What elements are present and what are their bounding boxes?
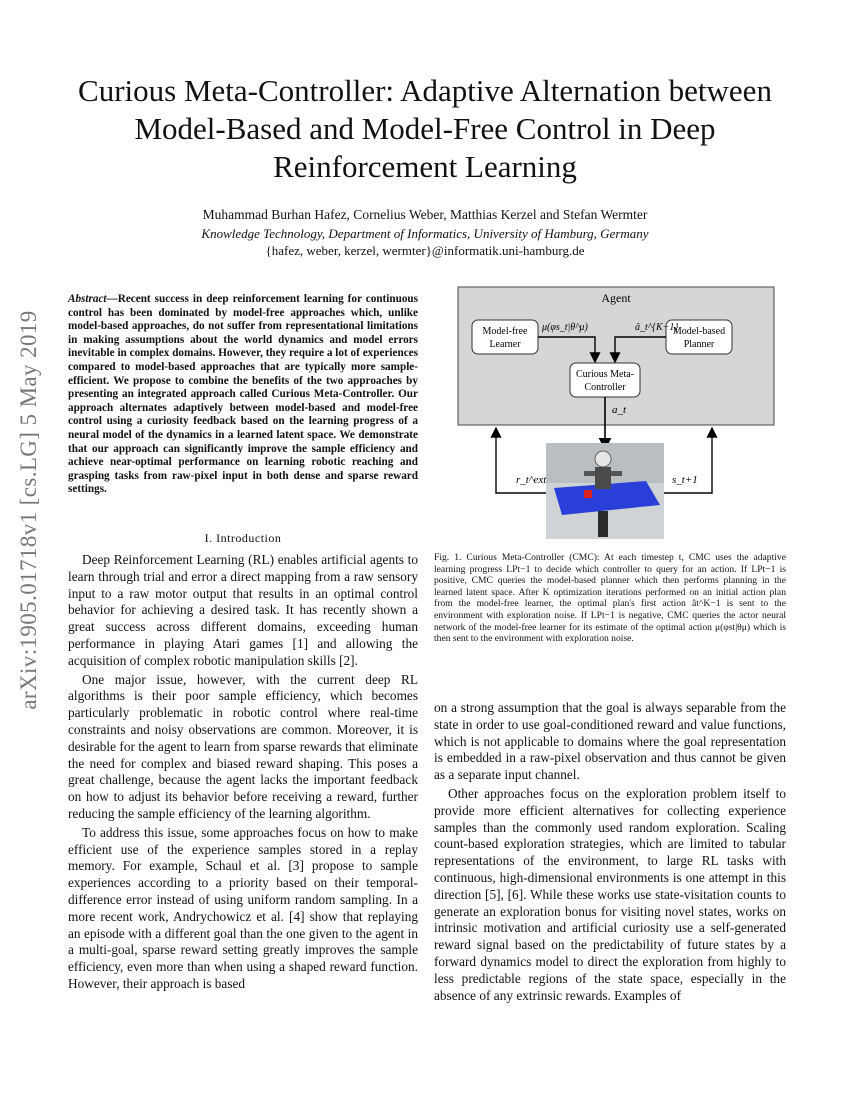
action-label: a_t <box>612 404 627 416</box>
target-object <box>584 490 592 498</box>
reward-label: r_t^ext <box>516 474 547 486</box>
left-column-body <box>68 552 418 995</box>
paragraph: To address this issue, some approaches focus on how to make efficient use of the experience samples stored in a replay memory. For example, Schaul et al. [3] propose to sample experiences according to a priority based on their temporal-difference error instead of using uniform random sampling. In a more recent work, Andrychowicz et al. [4] show that replaying an episode with a different goal than the one given to the agent in a multi-goal, sparse reward setting greatly improves the sample efficiency, even more than when using a shaped reward function. However, their approach is based <box>68 824 418 991</box>
abstract-label: Abstract <box>68 293 107 305</box>
model-free-label-2: Learner <box>489 339 521 350</box>
paragraph: Deep Reinforcement Learning (RL) enables artificial agents to learn through trial and error a direct mapping from a raw sensory input to a raw motor output that results in an optimal control behavior for achieving a desired task. It has recently shown a great success across different domains, exceeding human performance in playing Atari games [1] and allowing the acquisition of complex robotic manipulation skills [2]. <box>68 552 418 668</box>
abstract-text: —Recent success in deep reinforcement learning for continuous control has been dominated by model-free approaches which, unlike model-based approaches, do not suffer from representational limitations in making assumptions about the world dynamics and model errors inevitable in complex domains. However, they require a lot of experiences compared to model-based approaches that are typically more sample-efficient. We propose to combine the benefits of the two approaches by presenting an integrated approach called Curious Meta-Controller. Our approach alternates adaptively between model-based and model-free control using a curiosity feedback based on the learning progress of a neural model of the dynamics in a learned latent space. We demonstrate that our approach can significantly improve the sample efficiency and achieve near-optimal performance on learning robotic reaching and grasping tasks from raw-pixel input in both dense and sparse reward settings. <box>68 293 418 496</box>
section-heading: I. Introduction <box>204 531 282 545</box>
paragraph: Other approaches focus on the exploration problem itself to provide more efficient alternatives for collecting experience samples than the commonly used random exploration. Scaling count-based exploration strategies, which are limited to tabular representations of the environment, to large RL tasks with continuous, high-dimensional environments is one attempt in this direction [5], [6]. While these works use state-visitation counts to generate an exploration bonus for visiting novel states, works on intrinsic motivation and artificial curiosity use a self-generated reward signal based on the predictability of future states by a forward dynamics model to direct the exploration from highly to less predictable regions of the state space, especially in the absence of any extrinsic rewards. Examples of <box>434 785 786 1003</box>
arxiv-stamp <box>4 270 54 750</box>
figure-1-diagram <box>450 283 782 541</box>
model-based-label-2: Planner <box>683 339 715 350</box>
model-based-label-1: Model-based <box>672 326 726 337</box>
agent-label: Agent <box>601 291 631 305</box>
mu-label: μ(φs_t|θ^μ) <box>542 322 588 333</box>
arxiv-stamp-text: arXiv:1905.01718v1 [cs.LG] 5 May 2019 <box>16 310 41 710</box>
cmc-label-1: Curious Meta- <box>575 369 635 380</box>
affiliation: Knowledge Technology, Department of Informatics, University of Hamburg, Germany <box>201 226 649 241</box>
paragraph: One major issue, however, with the current deep RL algorithms is their poor sample efficiency, which becomes particularly problematic in robotic control where real-time constraints and noisy observations are common. Moreover, it is desirable for the agent to learn from sparse rewards that eliminate the need for complex and biased reward shaping. This poses a great challenge, because the agent lacks the important feedback on how to adjust its behavior before receiving a reward, further reducing the sample efficiency of the learning algorithm. <box>68 671 418 821</box>
cmc-label-2: Controller <box>584 382 626 393</box>
abstract <box>68 293 418 497</box>
robot-environment-image <box>546 443 664 539</box>
author-emails: {hafez, weber, kerzel, wermter}@informatik.uni-hamburg.de <box>265 243 585 258</box>
state-label: s_t+1 <box>672 474 698 486</box>
ahat-label: â_t^{K−1} <box>635 322 679 333</box>
model-free-label-1: Model-free <box>482 326 528 337</box>
right-column-body <box>434 700 786 1006</box>
robot-head <box>595 451 611 467</box>
paper-title: Curious Meta-Controller: Adaptive Alternation between Model-Based and Model-Free Control in Deep Reinforcement Learning <box>78 73 772 184</box>
author-list: Muhammad Burhan Hafez, Cornelius Weber, Matthias Kerzel and Stefan Wermter <box>202 207 648 222</box>
paragraph: on a strong assumption that the goal is always separable from the state in order to use goal-conditioned reward and value functions, which is not applicable to domains where the goal representation is embedded in a raw-pixel observation and thus cannot be given as a separate input channel. <box>434 700 786 783</box>
figure-caption: Fig. 1. Curious Meta-Controller (CMC): At each timestep t, CMC uses the adaptive learning progress LPt−1 to decide which controller to query for an action. If LPt−1 is positive, CMC queries the model-based planner which then performs planning in the learned latent space. After K optimization iterations performed on an initial action plan from the model-free learner, the optimal plan's first action ât^K−1 is sent to the environment with exploration noise. If LPt−1 is negative, CMC queries the actor neural network of the model-free learner for its estimate of the optimal action μ(φst|θμ) which is then sent to the environment with exploration noise. <box>434 552 786 645</box>
